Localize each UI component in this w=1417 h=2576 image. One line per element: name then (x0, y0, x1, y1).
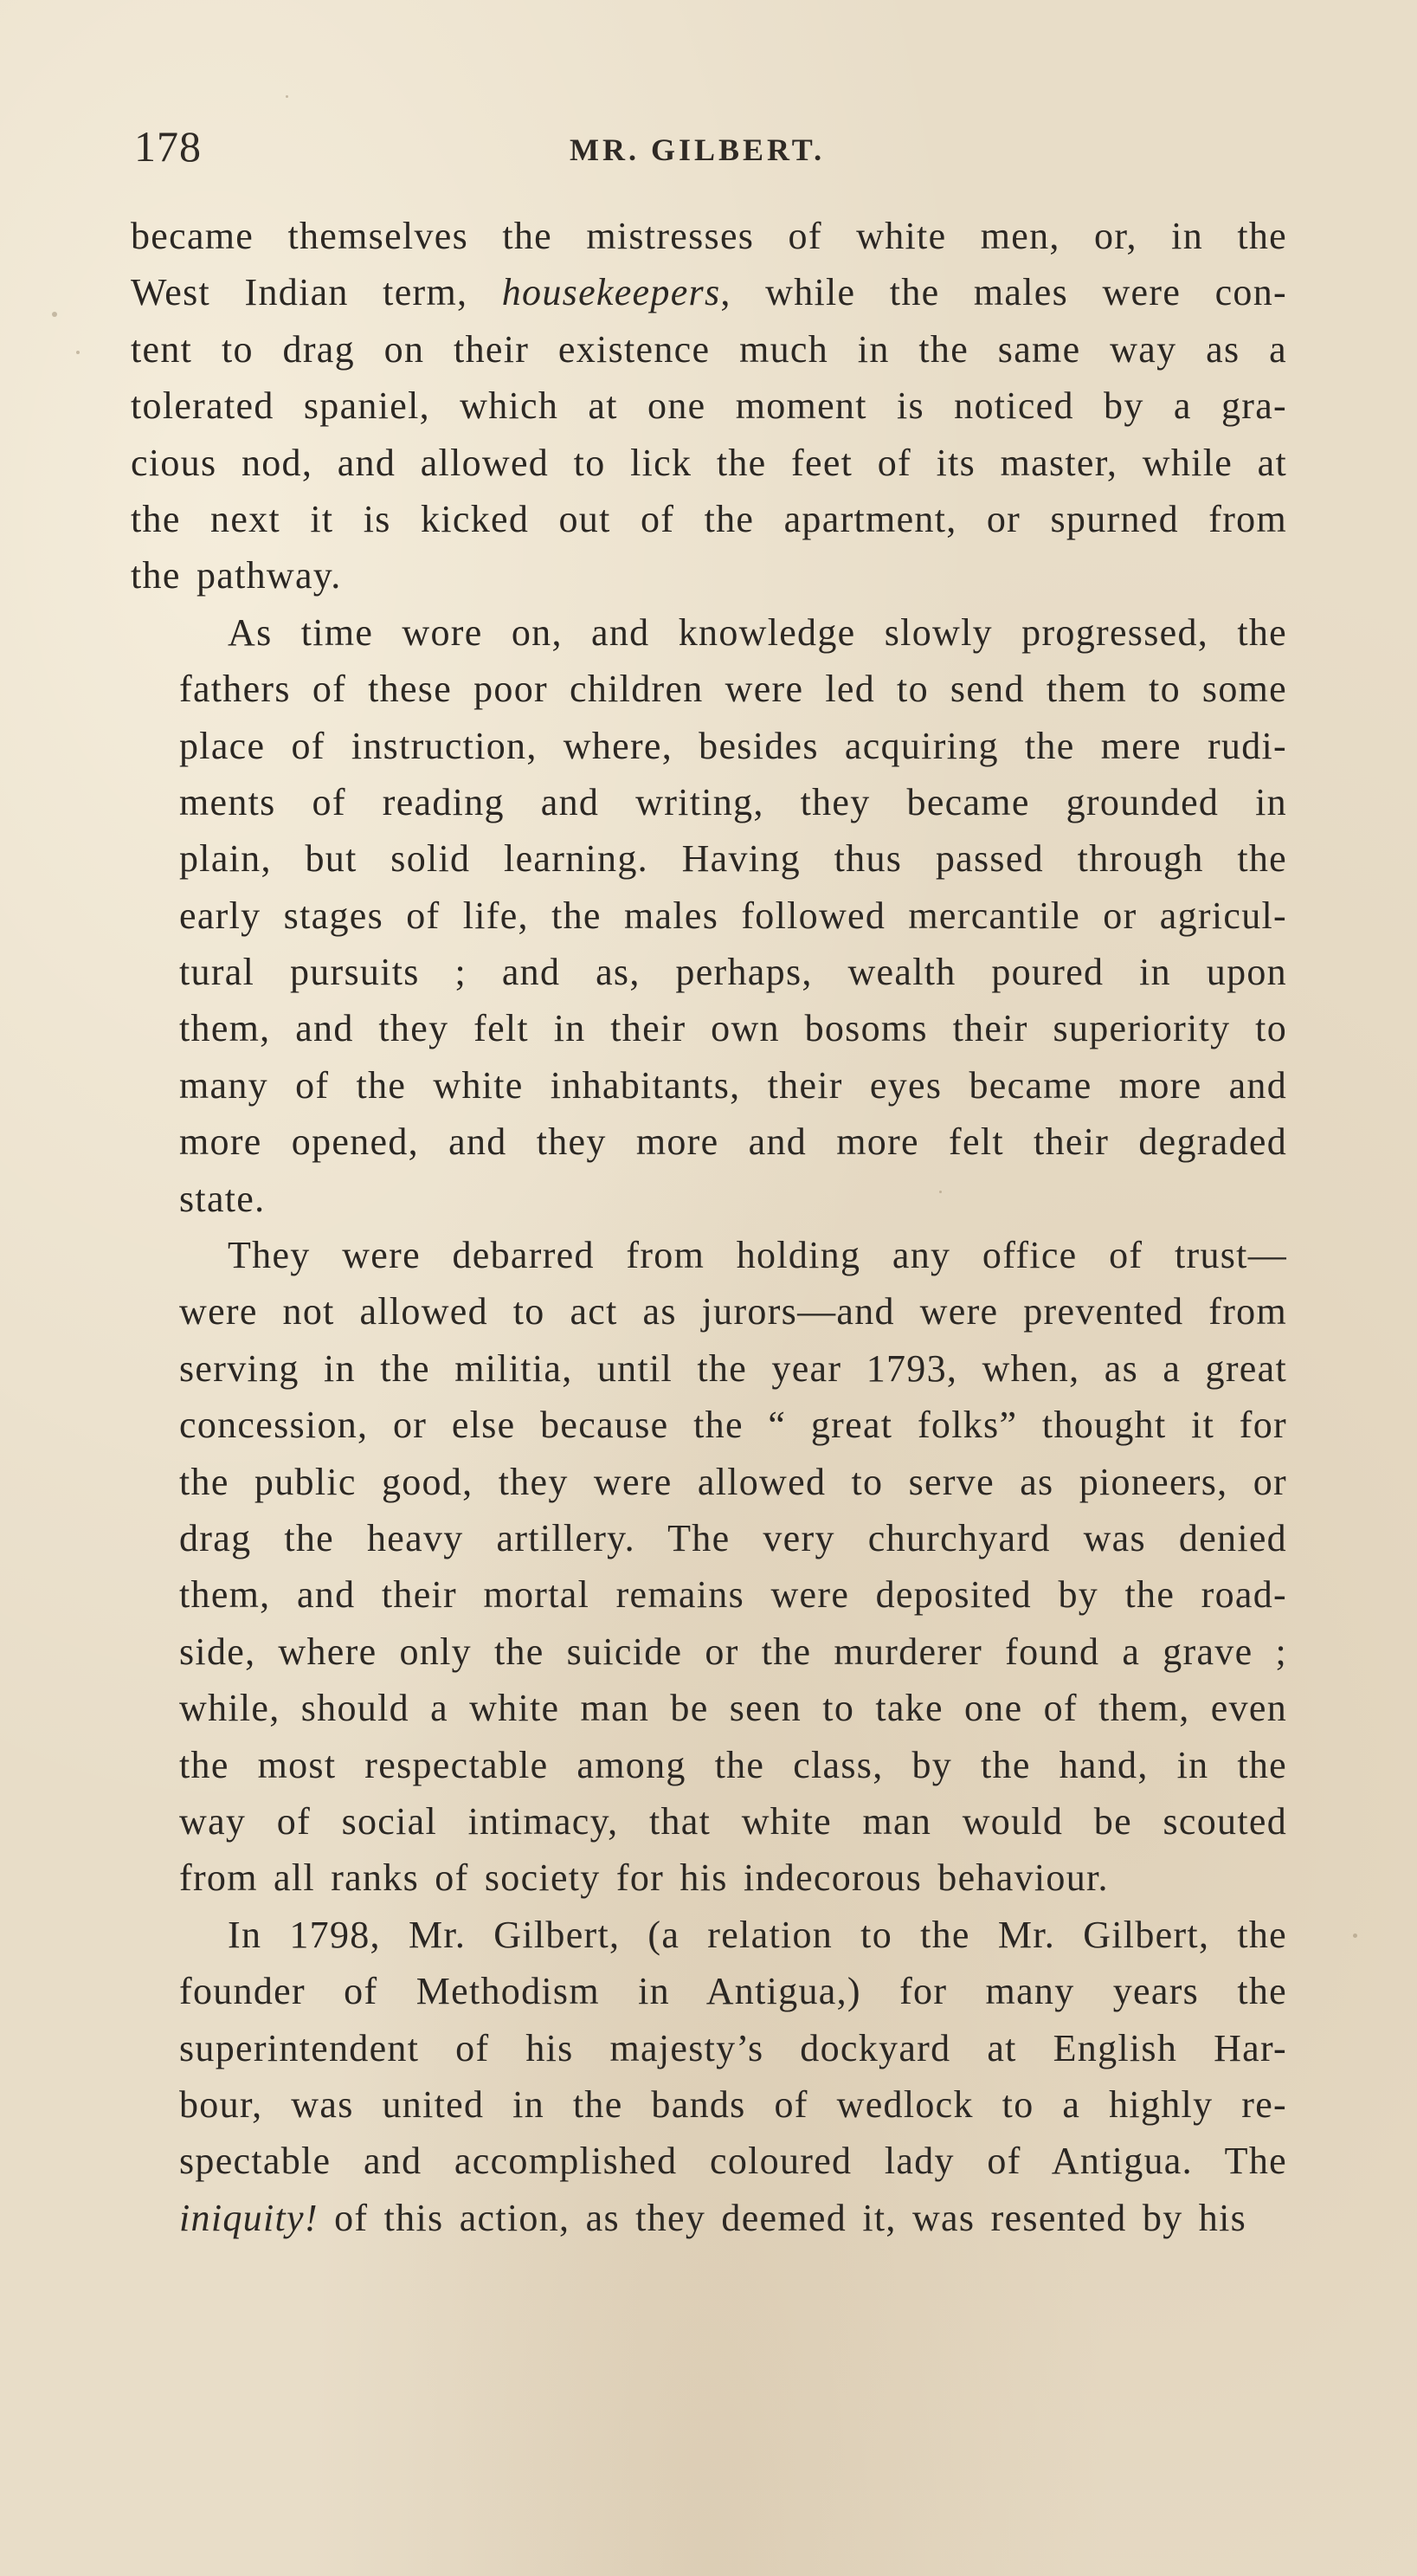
text-line: As time wore on, and knowledge slowly progressed, the (228, 610, 1287, 654)
text-line: concession, or else because the “ great folks” thought it for (179, 1404, 1287, 1447)
text-line: They were debarred from holding any office of trust— (228, 1234, 1287, 1277)
text-line: became themselves the mistresses of white men, or, in the (131, 215, 1287, 257)
text-line: tural pursuits ; and as, perhaps, wealth poured in upon (179, 951, 1287, 994)
text-line: tolerated spaniel, which at one moment is noticed by a gra- (131, 384, 1287, 428)
text-line: the next it is kicked out of the apartment, or spurned from (131, 497, 1287, 540)
text-line: way of social intimacy, that white man would be scouted (179, 1799, 1287, 1843)
text-line: from all ranks of society for his indecorous behaviour. (179, 1856, 1109, 1900)
text-line: more opened, and they more and more felt their degraded (179, 1120, 1287, 1164)
body-text (131, 208, 1287, 2246)
paragraph (131, 1227, 1287, 1907)
text-line: place of instruction, where, besides acquiring the mere rudi- (179, 724, 1287, 767)
text-line: were not allowed to act as jurors—and were prevented from (179, 1290, 1287, 1333)
text-line: bour, was united in the bands of wedlock to a highly re- (179, 2082, 1287, 2126)
text-line: drag the heavy artillery. The very churchyard was denied (179, 1516, 1287, 1559)
text-line: tent to drag on their existence much in the same way as a (131, 327, 1287, 371)
text-line: many of the white inhabitants, their eyes became more and (179, 1063, 1287, 1107)
text-line: fathers of these poor children were led to send them to some (179, 668, 1287, 711)
text-line: ments of reading and writing, they became grounded in (179, 780, 1287, 823)
page-header (134, 121, 1290, 182)
text-line: while, should a white man be seen to take one of them, even (179, 1687, 1287, 1730)
text-line: superintendent of his majesty’s dockyard at English Har- (179, 2026, 1287, 2069)
running-head: MR. GILBERT. (570, 132, 826, 167)
paragraph (131, 208, 1287, 604)
text-line: the public good, they were allowed to serve as pioneers, or (179, 1460, 1287, 1503)
text-line: the pathway. (131, 554, 342, 597)
paragraph (131, 1907, 1287, 2246)
text-line: the most respectable among the class, by the hand, in the (179, 1743, 1287, 1786)
text-line: them, and their mortal remains were deposited by the road- (179, 1573, 1287, 1617)
text-line: early stages of life, the males followed mercantile or agricul- (179, 894, 1287, 937)
text-line: iniquity! of this action, as they deemed it, was resented by his (179, 2196, 1247, 2239)
text-line: spectable and accomplished coloured lady of Antigua. The (179, 2140, 1287, 2183)
text-line: cious nod, and allowed to lick the feet of its master, while at (131, 441, 1287, 484)
text-line: founder of Methodism in Antigua,) for many years the (179, 1970, 1287, 2013)
text-line: side, where only the suicide or the murderer found a grave ; (179, 1630, 1287, 1673)
text-line: plain, but solid learning. Having thus passed through the (179, 837, 1287, 881)
page-number: 178 (134, 122, 202, 171)
text-line: state. (179, 1177, 266, 1220)
text-line: them, and they felt in their own bosoms their superiority to (179, 1007, 1287, 1050)
text-line: serving in the militia, until the year 1793, when, as a great (179, 1346, 1287, 1390)
paragraph (131, 604, 1287, 1227)
text-line: In 1798, Mr. Gilbert, (a relation to the Mr. Gilbert, the (228, 1913, 1287, 1956)
text-line: West Indian term, housekeepers, while the males were con- (131, 271, 1287, 314)
